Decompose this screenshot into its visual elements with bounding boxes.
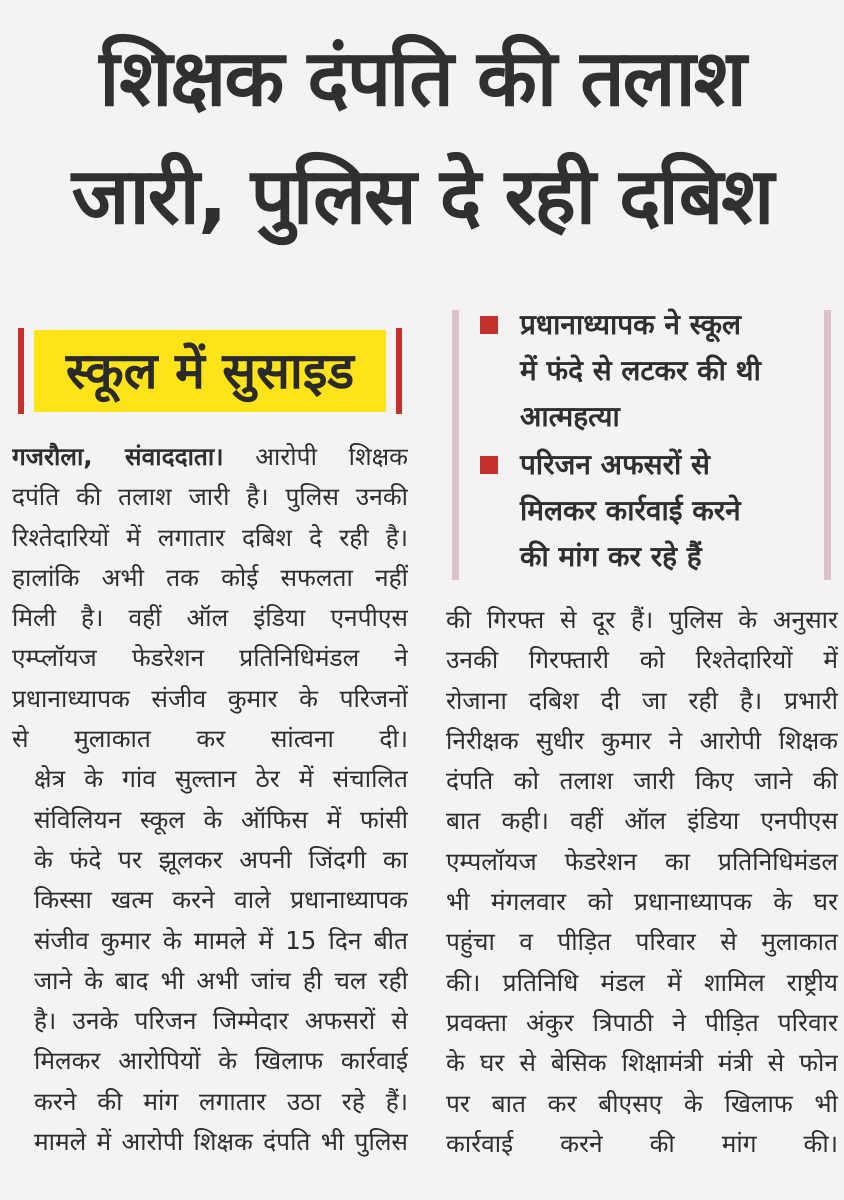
highlights-left-rule — [452, 310, 459, 580]
article-line: मिलकर आरोपियों के खिलाफ कार्रवाई — [34, 1046, 408, 1076]
highlight-line: परिजन अफसरों से — [520, 448, 710, 481]
left-column — [12, 437, 408, 1162]
article-line: की गिरफ्त से दूर हैं। पुलिस के अनुसार — [446, 605, 838, 634]
article-line: करने की मांग लगातार उठा रहे हैं। — [34, 1086, 408, 1116]
square-bullet-icon — [480, 456, 498, 474]
article-line: बात कही। वहीं ऑल इंडिया एनपीएस — [446, 806, 838, 836]
article-line: संजीव कुमार के मामले में 15 दिन बीत — [34, 925, 408, 955]
article-paragraph-2 — [12, 759, 408, 1162]
tag-label: स्कूल में सुसाइड — [34, 330, 386, 412]
tag-left-bar — [18, 328, 24, 414]
headline — [0, 20, 844, 256]
square-bullet-icon — [480, 316, 498, 334]
article-line: दपंति की तलाश जारी है। पुलिस उनकी — [12, 482, 408, 512]
article-line: रोजाना दबिश दी जा रही है। प्रभारी — [446, 685, 838, 715]
section-tag — [12, 328, 408, 414]
article-line: मिली है। वहीं ऑल इंडिया एनपीएस — [12, 603, 408, 633]
article-line: पहुंचा व पीड़ित परिवार से मुलाकात — [446, 927, 838, 957]
article-line: की। प्रतिनिधि मंडल में शामिल राष्ट्रीय — [446, 967, 838, 997]
highlights-right-rule — [824, 310, 831, 580]
article-line: उनकी गिरफ्तारी को रिश्तेदारियों में — [446, 645, 838, 675]
article-paragraph-1 — [12, 437, 408, 759]
article-line: रिश्तेदारियों में लगातार दबिश दे रही है। — [12, 522, 408, 552]
highlight-line: आत्महत्या — [520, 400, 620, 433]
article-line: मामले में आरोपी शिक्षक दंपति भी पुलिस — [34, 1127, 408, 1157]
highlight-item — [480, 442, 820, 580]
article-paragraph-3 — [446, 600, 838, 1164]
article-line: निरीक्षक सुधीर कुमार ने आरोपी शिक्षक — [446, 725, 838, 755]
article-line: दंपति को तलाश जारी किए जाने की — [446, 766, 838, 796]
dateline: गजरौला, संवाददाता। — [12, 442, 224, 471]
highlight-line: में फंदे से लटकर की थी — [520, 354, 761, 387]
headline-line-2: जारी, पुलिस दे रही दबिश — [71, 152, 773, 242]
highlight-line: प्रधानाध्यापक ने स्कूल — [520, 308, 742, 341]
article-line: किस्सा खत्म करने वाले प्रधानाध्यापक — [34, 885, 408, 915]
right-column — [446, 600, 838, 1164]
highlight-item — [480, 302, 820, 440]
highlight-line: मिलकर कार्रवाई करने — [520, 494, 741, 527]
article-line: जाने के बाद भी अभी जांच ही चल रही — [34, 965, 408, 995]
tag-right-bar — [396, 328, 402, 414]
article-line: एम्पलॉयज फेडरेशन का प्रतिनिधिमंडल — [446, 846, 838, 876]
article-line: क्षेत्र के गांव सुल्तान ठेर में संचालित — [34, 764, 408, 794]
article-line: संविलियन स्कूल के ऑफिस में फांसी — [34, 804, 408, 834]
article-line: के घर से बेसिक शिक्षामंत्री मंत्री से फोन — [446, 1048, 838, 1078]
highlights-box — [452, 296, 834, 580]
highlight-line: की मांग कर रहे हैं — [520, 540, 702, 573]
article-line: एम्प्लॉयज फेडरेशन प्रतिनिधिमंडल ने — [12, 643, 408, 673]
article-line: भी मंगलवार को प्रधानाध्यापक के घर — [446, 887, 838, 917]
article-line: हालांकि अभी तक कोई सफलता नहीं — [12, 562, 408, 592]
article-line: प्रवक्ता अंकुर त्रिपाठी ने पीड़ित परिवार — [446, 1007, 838, 1037]
article-line: गजरौला, संवाददाता। आरोपी शिक्षक — [12, 442, 408, 471]
article-line: कार्रवाई करने की मांग की। — [446, 1128, 838, 1158]
headline-line-1: शिक्षक दंपति की तलाश — [99, 34, 745, 124]
article-line: से मुलाकात कर सांत्वना दी। — [12, 724, 408, 754]
article-line: है। उनके परिजन जिम्मेदार अफसरों से — [34, 1006, 408, 1036]
article-line: के फंदे पर झूलकर अपनी जिंदगी का — [34, 844, 408, 874]
article-line: पर बात कर बीएसए के खिलाफ भी — [446, 1088, 838, 1118]
article-line: प्रधानाध्यापक संजीव कुमार के परिजनों — [12, 683, 408, 713]
